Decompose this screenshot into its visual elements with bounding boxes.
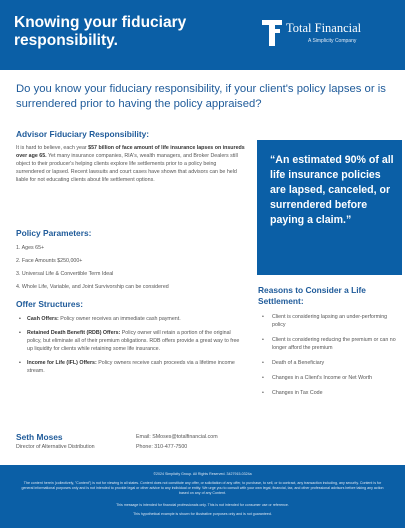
quote-text: “An estimated 90% of all life insurance policies are lapsed, canceled, or surrendered before paying a claim.” xyxy=(270,154,394,226)
contact-phone[interactable]: Phone: 310-477-7500 xyxy=(136,444,188,450)
offers-section xyxy=(16,299,246,381)
reason-item xyxy=(258,389,398,397)
total-financial-logo-icon xyxy=(262,20,282,46)
offer-item-ifl xyxy=(16,359,246,375)
footer-professional-note: This message is intended for financial professionals only. This is not intended for consumer use or reference. xyxy=(116,503,289,507)
reason-text: Death of a Beneficiary xyxy=(272,360,325,366)
reason-item xyxy=(258,374,398,382)
advisor-text-bold: $57 billion of face amount of life insurance lapses on insureds over age 65. xyxy=(16,145,245,159)
advisor-text-post: Yet many insurance companies, RIA's, wealth managers, and Broker Dealers still object to their producer's helping clients explore life settlements prior to a policy being surrendered or lapsed. Recent lawsuits and court cases have shown that advisors can be held liable for not educating clients about life settlement options. xyxy=(16,153,238,183)
parameter-item: 2. Face Amounts $250,000+ xyxy=(16,258,83,264)
offers-heading: Offer Structures: xyxy=(16,299,84,309)
advisor-section xyxy=(16,129,246,184)
brand-tagline: A Simplicity Company xyxy=(308,38,357,44)
company-logo xyxy=(262,20,397,50)
contact-block xyxy=(16,432,396,462)
contact-name: Seth Moses xyxy=(16,432,63,442)
page-title: Knowing your fiduciary responsibility. xyxy=(14,14,187,49)
reason-text: Changes in a Client's Income or Net Worth xyxy=(272,375,373,381)
parameter-item: 4. Whole Life, Variable, and Joint Survivorship can be considered xyxy=(16,284,169,290)
reasons-heading: Reasons to Consider a Life Settlement: xyxy=(258,285,366,306)
advisor-text-pre: It is hard to believe, each year xyxy=(16,145,89,151)
parameters-heading: Policy Parameters: xyxy=(16,228,92,238)
parameters-list xyxy=(16,242,246,294)
reason-item xyxy=(258,336,398,352)
parameters-section xyxy=(16,228,246,294)
advisor-paragraph xyxy=(16,144,246,184)
footer-copyright: ©2024 Simplicity Group. All Rights Reserved. 3427915-0324a xyxy=(153,472,252,476)
bullet-icon: • xyxy=(19,330,21,336)
bullet-icon: • xyxy=(19,360,21,366)
offer-label: Cash Offers: xyxy=(27,316,59,322)
bullet-icon: • xyxy=(262,375,264,381)
footer-disclaimer xyxy=(0,465,405,528)
brand-name: Total Financial xyxy=(286,21,362,35)
reasons-list xyxy=(258,313,398,397)
contact-role: Director of Alternative Distribution xyxy=(16,444,95,450)
bullet-icon: • xyxy=(19,316,21,322)
intro-question: Do you know your fiduciary responsibility, if your client's policy lapses or is surrendered prior to having the policy appraised? xyxy=(16,83,386,110)
offer-text: Policy owners receive cash proceeds via a lifetime income stream. xyxy=(27,360,235,374)
reason-item xyxy=(258,359,398,367)
footer-disclaimer-text: The content herein (collectively, "Content") is not for viewing in all states. Content does not constitute any offer, or solicitation of any offer, to purchase, to sell, or to contract, any transaction including, any security. Content is for general informational purposes only and is not intended to provide legal or other advice to any individual or entity. We urge you to consult with your own legal, financial, tax, and other professional advisors before taking any action based on any of any Content. xyxy=(21,481,384,495)
offer-label: Retained Death Benefit (RDB) Offers: xyxy=(27,330,121,336)
offer-text: Policy owner will retain a portion of the original policy, but eliminate all of their premium obligations. RDB offers provide a great way to free up liquidity for clients while retaining some life insurance. xyxy=(27,330,240,352)
parameter-item: 1. Ages 65+ xyxy=(16,245,45,251)
bullet-icon: • xyxy=(262,337,264,343)
offer-item-rdb xyxy=(16,329,246,353)
offer-label: Income for Life (IFL) Offers: xyxy=(27,360,97,366)
reason-text: Client is considering reducing the premium or can no longer afford the premium xyxy=(272,337,396,351)
reason-text: Client is considering lapsing an under-performing policy xyxy=(272,314,388,328)
offer-item-cash xyxy=(16,315,246,323)
offer-text: Policy owner receives an immediate cash payment. xyxy=(58,316,181,322)
bullet-icon: • xyxy=(262,360,264,366)
advisor-heading: Advisor Fiduciary Responsibility: xyxy=(16,129,150,139)
header-banner xyxy=(0,0,405,70)
footer-hypothetical-note: This hypothetical example is shown for illustrative purposes only and is not guaranteed. xyxy=(133,512,272,516)
bullet-icon: • xyxy=(262,390,264,396)
quote-box xyxy=(257,140,402,275)
reason-item xyxy=(258,313,398,329)
offers-list xyxy=(16,315,246,375)
reason-text: Changes in Tax Code xyxy=(272,390,323,396)
bullet-icon: • xyxy=(262,314,264,320)
parameter-item: 3. Universal Life & Convertible Term Ideal xyxy=(16,271,114,277)
contact-email[interactable]: Email: SMoses@totalfinancial.com xyxy=(136,434,218,440)
reasons-section xyxy=(258,285,398,404)
